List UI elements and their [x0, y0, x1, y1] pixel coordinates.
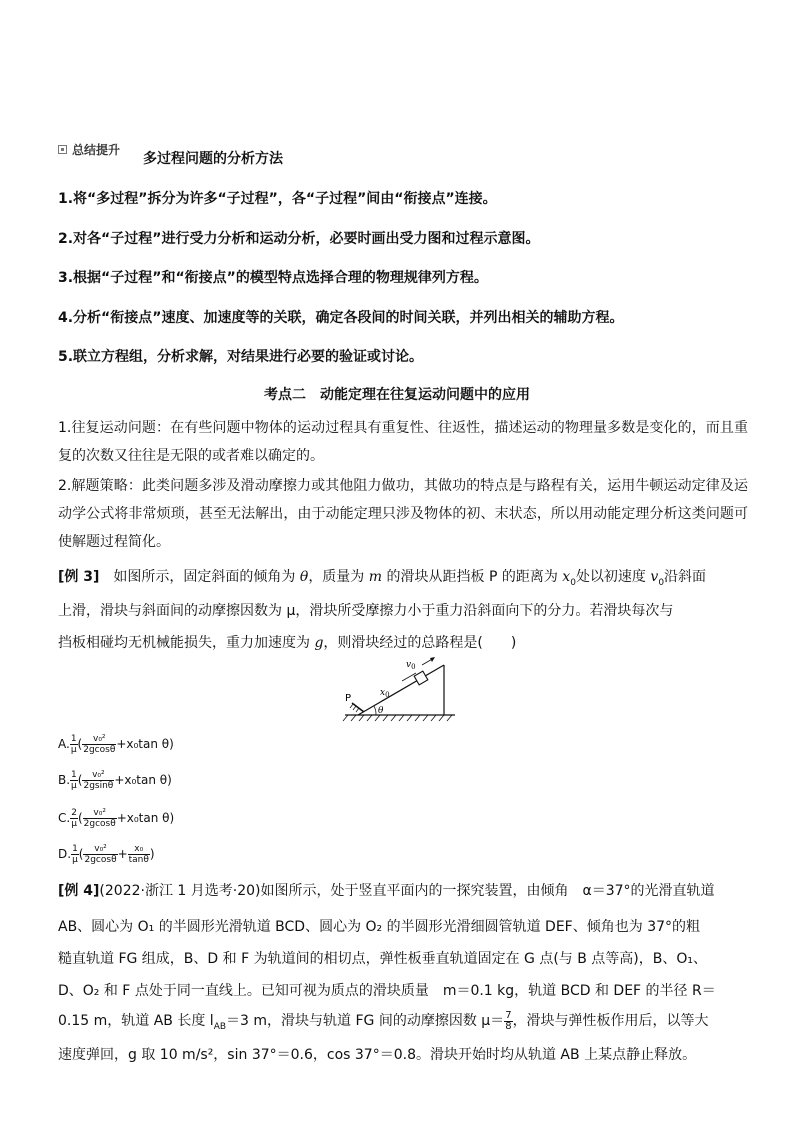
summary-step-2: 2.对各“子过程”进行受力分析和运动分析，必要时画出受力图和过程示意图。 — [58, 231, 540, 247]
example4-label: [例 4] — [58, 883, 100, 899]
barrier-plate — [352, 703, 364, 712]
summary-header — [58, 138, 120, 160]
summary-title: 多过程问题的分析方法 — [143, 151, 283, 167]
label-theta: θ — [378, 706, 384, 716]
x0-dimension-line — [402, 673, 416, 681]
summary-step-1: 1.将“多过程”拆分为许多“子过程”，各“子过程”间由“衔接点”连接。 — [58, 191, 497, 207]
example4-line-4: D、O₂ 和 F 点处于同一直线上。已知可视为质点的滑块质量 m＝0.1 kg，轨道 BCD 和 DEF 的半径 R＝ — [58, 983, 716, 999]
example4-line-3: 糙直轨道 FG 组成，B、D 和 F 为轨道间的相切点，弹性板垂直轨道固定在 G 点(与 B 点等高)，B、O₁、 — [58, 951, 708, 967]
example4-source: (2022·浙江 1 月选考·20) — [99, 883, 261, 899]
summary-step-3: 3.根据“子过程”和“衔接点”的模型特点选择合理的物理规律列方程。 — [58, 270, 488, 286]
incline-surface — [358, 665, 444, 715]
angle-arc — [374, 706, 376, 715]
option-C[interactable]: C. $\frac{2}{\mu}$ ( $\frac{\text{v₀²}}{2gcos\theta}$ +x₀tan θ) — [58, 808, 175, 829]
example3-label: [例 3] — [58, 569, 100, 585]
example3-line-3: 挡板相碰均无机械能损失，重力加速度为 g，则滑块经过的总路程是( ) — [58, 635, 517, 651]
option-D[interactable]: D. $\frac{1}{\mu}$ ( $\frac{\text{v₀²}}{2gcos\theta}$ + $\frac{\text{x₀}}{\tan\theta}$ ) — [58, 844, 155, 865]
summary-step-5: 5.联立方程组，分析求解，对结果进行必要的验证或讨论。 — [58, 349, 424, 365]
summary-step-4: 4.分析“衔接点”速度、加速度等的关联，确定各段间的时间关联，并列出相关的辅助方程。 — [58, 310, 624, 326]
label-v0: $v_0$ — [406, 660, 416, 671]
example3-line-2: 上滑，滑块与斜面间的动摩擦因数为 μ，滑块所受摩擦力小于重力沿斜面向下的分力。若滑块每次与 — [58, 603, 674, 619]
label-P: P — [345, 693, 352, 704]
example3-line-1: [例 3] 如图所示，固定斜面的倾角为 θ，质量为 m 的滑块从距挡板 P 的距离为 $x_0$处以初速度 $v_0$沿斜面 — [58, 569, 707, 588]
section-title: 考点二 动能定理在往复运动问题中的应用 — [264, 387, 530, 403]
section-para-1: 1.往复运动问题：在有些问题中物体的运动过程具有重复性、往返性，描述运动的物理量多数是变化的，而且重复的次数又往往是无限的或者难以确定的。 — [58, 420, 748, 464]
ground-hatching — [343, 715, 452, 721]
summary-square-icon — [58, 145, 67, 154]
example4-line-6: 速度弹回，g 取 10 m/s²，sin 37°＝0.6，cos 37°＝0.8。滑块开始时均从轨道 AB 上某点静止释放。 — [58, 1047, 697, 1063]
example4-line-5: 0.15 m，轨道 AB 长度 $l_{AB}=3$ m，滑块与轨道 FG 间的动摩擦因数 μ＝ $\frac{7}{8}$ ，滑块与弹性板作用后，以等大 — [58, 1009, 709, 1032]
summary-label: 总结提升 — [72, 142, 121, 157]
option-A[interactable]: A. $\frac{1}{\mu}$ ( $\frac{\text{v₀²}}{2gcos\theta}$ +x₀tan θ) — [58, 734, 174, 755]
label-x0: $x_0$ — [380, 688, 390, 699]
example4-line-2: AB、圆心为 O₁ 的半圆形光滑轨道 BCD、圆心为 O₂ 的半圆形光滑细圆管轨道 DEF、倾角也为 37°的粗 — [58, 919, 701, 935]
example4-line-1: [例 4](2022·浙江 1 月选考·20)如图所示，处于竖直平面内的一探究装置，由倾角 α＝37°的光滑直轨道 — [58, 883, 715, 899]
section-para-2: 2.解题策略：此类问题多涉及滑动摩擦力或其他阻力做功，其做功的特点是与路程有关，运用牛顿运动定律及运动学公式将非常烦琐，甚至无法解出，由于动能定理只涉及物体的初、末状态，所以用动能定理分析这类问题可使解题过程简化。 — [58, 478, 748, 550]
velocity-arrowhead — [430, 657, 435, 662]
slider-block — [414, 671, 428, 685]
option-B[interactable]: B. $\frac{1}{\mu}$ ( $\frac{\text{v₀²}}{2gsin\theta}$ +x₀tan θ) — [58, 770, 172, 791]
incline-figure — [340, 655, 460, 723]
